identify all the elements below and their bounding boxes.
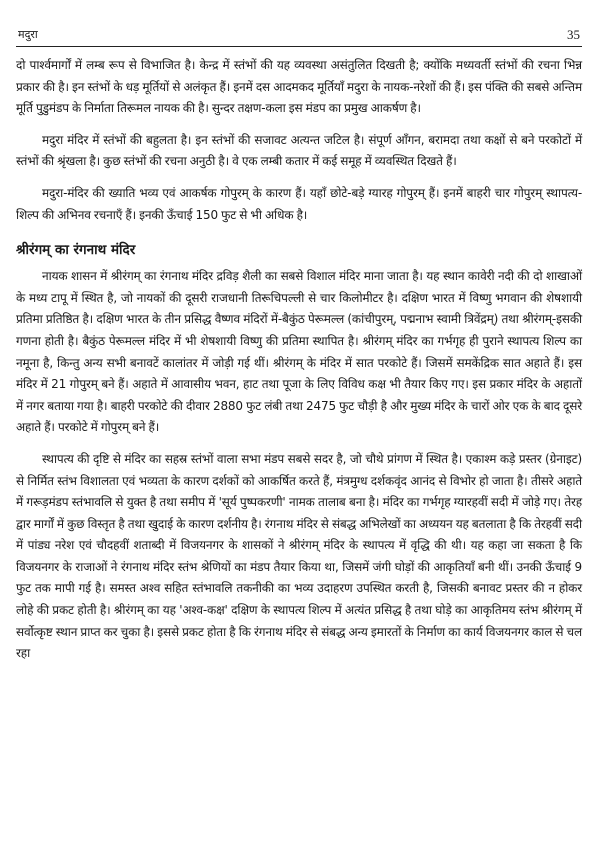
paragraph-4: नायक शासन में श्रीरंगम् का रंगनाथ मंदिर द्रविड़ शैली का सबसे विशाल मंदिर माना जाता है। यह स्थान कावेरी नदी की दो शाखाओं के मध्य टापू में स्थित है, जो नायकों की दूसरी राजधानी तिरूचिपल्ली से चार किलोमीटर है। दक्षिण भारत में विष्णु भगवान की शेषशायी प्रतिमा प्रतिष्ठित है। दक्षिण भारत के तीन प्रसिद्ध वैष्णव मंदिरों में-बैकुंठ पेरूमल्ल (कांचीपुरम्, पद्मनाभ स्वामी त्रिवेंद्रम्) तथा श्रीरंगम्-इसकी गणना होती है। बैकुंठ पेरूमल्ल मंदिर में भी शेषशायी विष्णु की प्रतिमा स्थापित है। श्रीरंगम् मंदिर का गर्भगृह ही पुराने स्थापत्य शिल्प का नमूना है, किन्तु अन्य सभी बनावटें कालांतर में जोड़ी गई थीं। श्रीरंगम् के मंदिर में सात परकोटे हैं। जिसमें समकेंद्रिक सात अहाते हैं। इस मंदिर में 21 गोपुरम् बने हैं। अहाते में आवासीय भवन, हाट तथा पूजा के लिए विविध कक्ष भी तैयार किए गए। इस प्रकार मंदिर के अहातों में नगर बताया गया है। बाहरी परकोटे की दीवार 2880 फुट लंबी तथा 2475 फुट चौड़ी है और मुख्य मंदिर के चारों ओर एक के बाद दूसरे अहाते हैं। परकोटे में गोपुरम् बने हैं।	[16, 269, 582, 435]
paragraph-gap	[16, 173, 582, 183]
paragraph-3: मदुरा-मंदिर की ख्याति भव्य एवं आकर्षक गोपुरम् के कारण हैं। यहाँ छोटे-बड़े ग्यारह गोपुरम् हैं। इनमें बाहरी चार गोपुरम् स्थापत्य-शिल्प की अभिनव रचनाएँ हैं। इनकी ऊँचाई 150 फुट से भी अधिक है।	[16, 185, 582, 222]
paragraph-1: दो पार्श्वमार्गों में लम्ब रूप से विभाजित है। केन्द्र में स्तंभों की यह व्यवस्था असंतुलित दिखती है; क्योंकि मध्यवर्ती स्तंभों की रचना भिन्न प्रकार की है। इन स्तंभों के धड़ मूर्तियों से अलंकृत हैं। इनमें दस आदमकद मूर्तियाँ मदुरा के नायक-नरेशों की हैं। इस पंक्ति की सबसे अन्तिम मूर्ति पुडुमंडप के निर्माता तिरूमल नायक की है। सुन्दर तक्षण-कला इस मंडप का प्रमुख आकर्षण है।	[16, 58, 582, 116]
paragraph-5: स्थापत्य की दृष्टि से मंदिर का सहस्र स्तंभों वाला सभा मंडप सबसे सदर है, जो चौथे प्रांगण में स्थित है। एकाश्म कड़े प्रस्तर (ग्रेनाइट) से निर्मित स्तंभ विशालता एवं भव्यता के कारण दर्शकों को आकर्षित करते हैं, मंत्रमुग्ध दर्शकवृंद आनंद से विभोर हो जाता है। तीसरे अहाते में गरूड़मंडप स्तंभावलि से युक्त है तथा समीप में 'सूर्य पुष्पकरणी' नामक तालाब बना है। मंदिर का गर्भगृह ग्यारहवीं सदी में जोड़े गए। तेरह द्वार मार्गों में कुछ विस्तृत है तथा खुदाई के कारण दर्शनीय है। रंगनाथ मंदिर से संबद्ध अभिलेखों का अध्ययन यह बतलाता है कि तेरहवीं सदी में पांड्य नरेश एवं चौदहवीं शताब्दी में विजयनगर के शासकों ने श्रीरंगम् मंदिर के स्थापत्य में वृद्धि की थी। यह कहा जा सकता है कि विजयनगर के राजाओं ने रंगनाथ मंदिर स्तंभ श्रेणियों का मंडप तैयार किया था, जिसमें जंगी घोड़ों की आकृतियाँ बनी थीं। उनकी ऊँचाई 9 फुट तक मापी गई है। समस्त अश्व सहित स्तंभावलि तकनीकी का भव्य उदाहरण उपस्थित करती है, जिसकी बनावट प्रस्तर की न होकर लोहे की प्रकट होती है। श्रीरंगम् का यह 'अश्व-कक्ष' दक्षिण के स्थापत्य शिल्प में अत्यंत प्रसिद्ध है तथा घोड़े का आकृतिमय स्तंभ श्रीरंगम् में सर्वोत्कृष्ट स्थान प्राप्त कर चुका है। इससे प्रकट होता है कि रंगनाथ मंदिर से संबद्ध अन्य इमारतों के निर्माण का कार्य विजयनगर काल से चल रहा	[16, 451, 582, 661]
section-heading: श्रीरंगम् का रंगनाथ मंदिर	[16, 242, 136, 259]
book-page	[16, 28, 582, 665]
chapter-title: मदुरा	[18, 28, 38, 41]
running-header	[16, 28, 582, 46]
page-number: 35	[567, 27, 580, 42]
paragraph-gap	[16, 120, 582, 130]
paragraph-2: मदुरा मंदिर में स्तंभों की बहुलता है। इन स्तंभों की सजावट अत्यन्त जटिल है। संपूर्ण आँगन, बरामदा तथा कक्षों से बने परकोटों में स्तंभों की श्रृंखला है। कुछ स्तंभों की रचना अनुठी है। वे एक लम्बी कतार में कई समूह में व्यवस्थित दिखते हैं।	[16, 132, 582, 169]
header-rule	[16, 46, 582, 47]
paragraph-gap	[16, 439, 582, 449]
